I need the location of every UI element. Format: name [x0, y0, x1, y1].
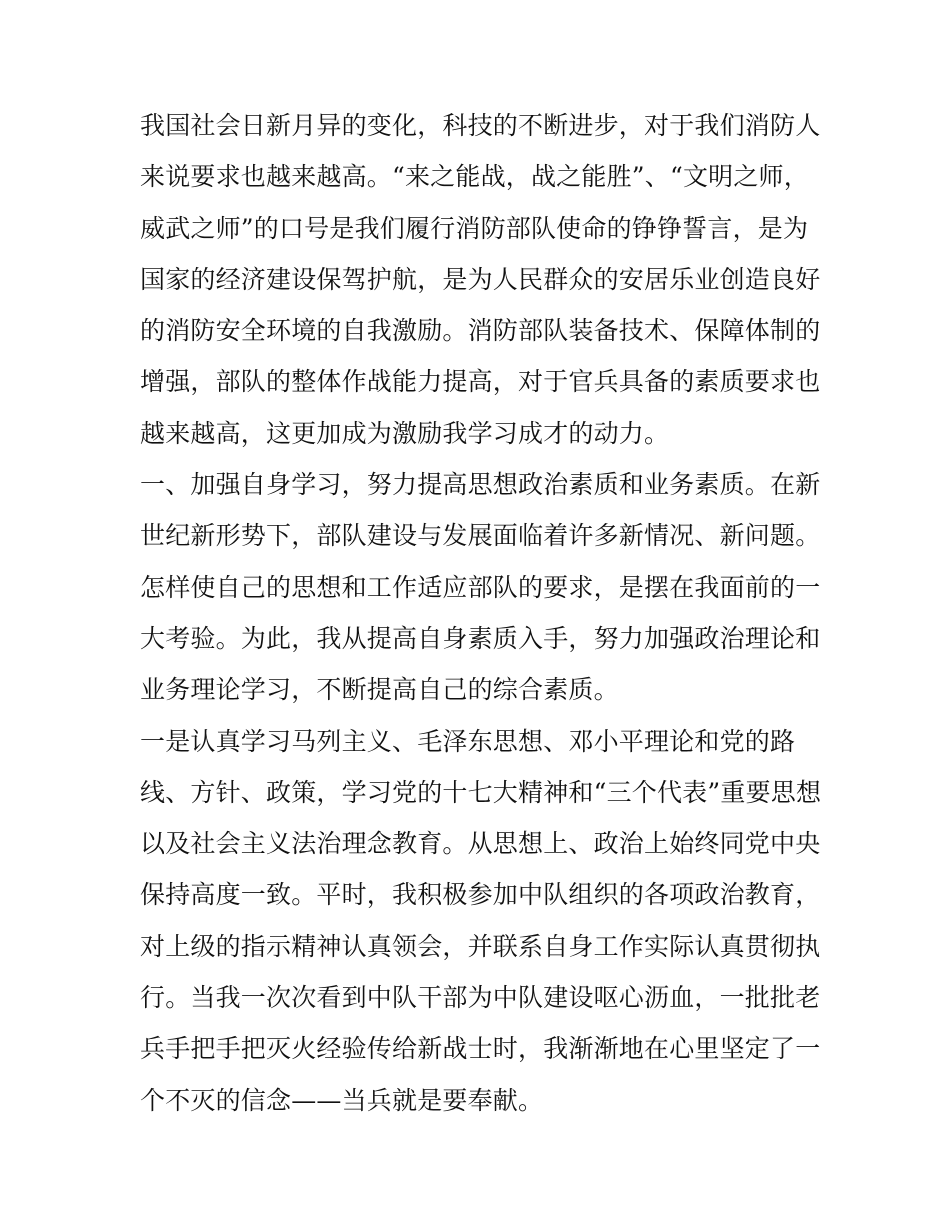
paragraph-section-one — [140, 459, 820, 715]
text-line: 个不灭的信念——当兵就是要奉献。 — [140, 1085, 544, 1115]
text-line: 行。当我一次次看到中队干部为中队建设呕心沥血，一批批老 — [140, 983, 821, 1013]
text-line: 线、方针、政策，学习党的十七大精神和“三个代表”重要思想 — [140, 777, 822, 807]
text-line: 怎样使自己的思想和工作适应部队的要求，是摆在我面前的一 — [140, 572, 821, 602]
text-line: 对上级的指示精神认真领会，并联系自身工作实际认真贯彻执 — [140, 931, 821, 961]
text-line: 以及社会主义法治理念教育。从思想上、政治上始终同党中央 — [140, 829, 821, 859]
text-line: 的消防安全环境的自我激励。消防部队装备技术、保障体制的 — [140, 316, 821, 346]
text-line: 兵手把手把灭火经验传给新战士时，我渐渐地在心里坚定了一 — [140, 1034, 821, 1064]
paragraph-intro — [140, 100, 820, 459]
text-line: 保持高度一致。平时，我积极参加中队组织的各项政治教育， — [140, 880, 821, 910]
paragraph-point-one — [140, 716, 820, 1126]
text-line: 大考验。为此，我从提高自身素质入手，努力加强政治理论和 — [140, 623, 821, 653]
text-line: 越来越高，这更加成为激励我学习成才的动力。 — [140, 418, 670, 448]
text-line: 来说要求也越来越高。“来之能战，战之能胜”、“文明之师， — [140, 162, 809, 192]
document-body — [140, 100, 820, 1126]
text-line: 业务理论学习，不断提高自己的综合素质。 — [140, 675, 619, 705]
text-line: 一是认真学习马列主义、毛泽东思想、邓小平理论和党的路 — [140, 726, 796, 756]
text-line: 增强，部队的整体作战能力提高，对于官兵具备的素质要求也 — [140, 367, 821, 397]
text-line: 威武之师”的口号是我们履行消防部队使命的铮铮誓言，是为 — [140, 213, 809, 243]
text-line: 我国社会日新月异的变化，科技的不断进步，对于我们消防人 — [140, 111, 821, 140]
text-line: 世纪新形势下，部队建设与发展面临着许多新情况、新问题。 — [140, 521, 821, 551]
text-line: 国家的经济建设保驾护航，是为人民群众的安居乐业创造良好 — [140, 264, 821, 294]
text-line: 一、加强自身学习，努力提高思想政治素质和业务素质。在新 — [140, 470, 821, 500]
